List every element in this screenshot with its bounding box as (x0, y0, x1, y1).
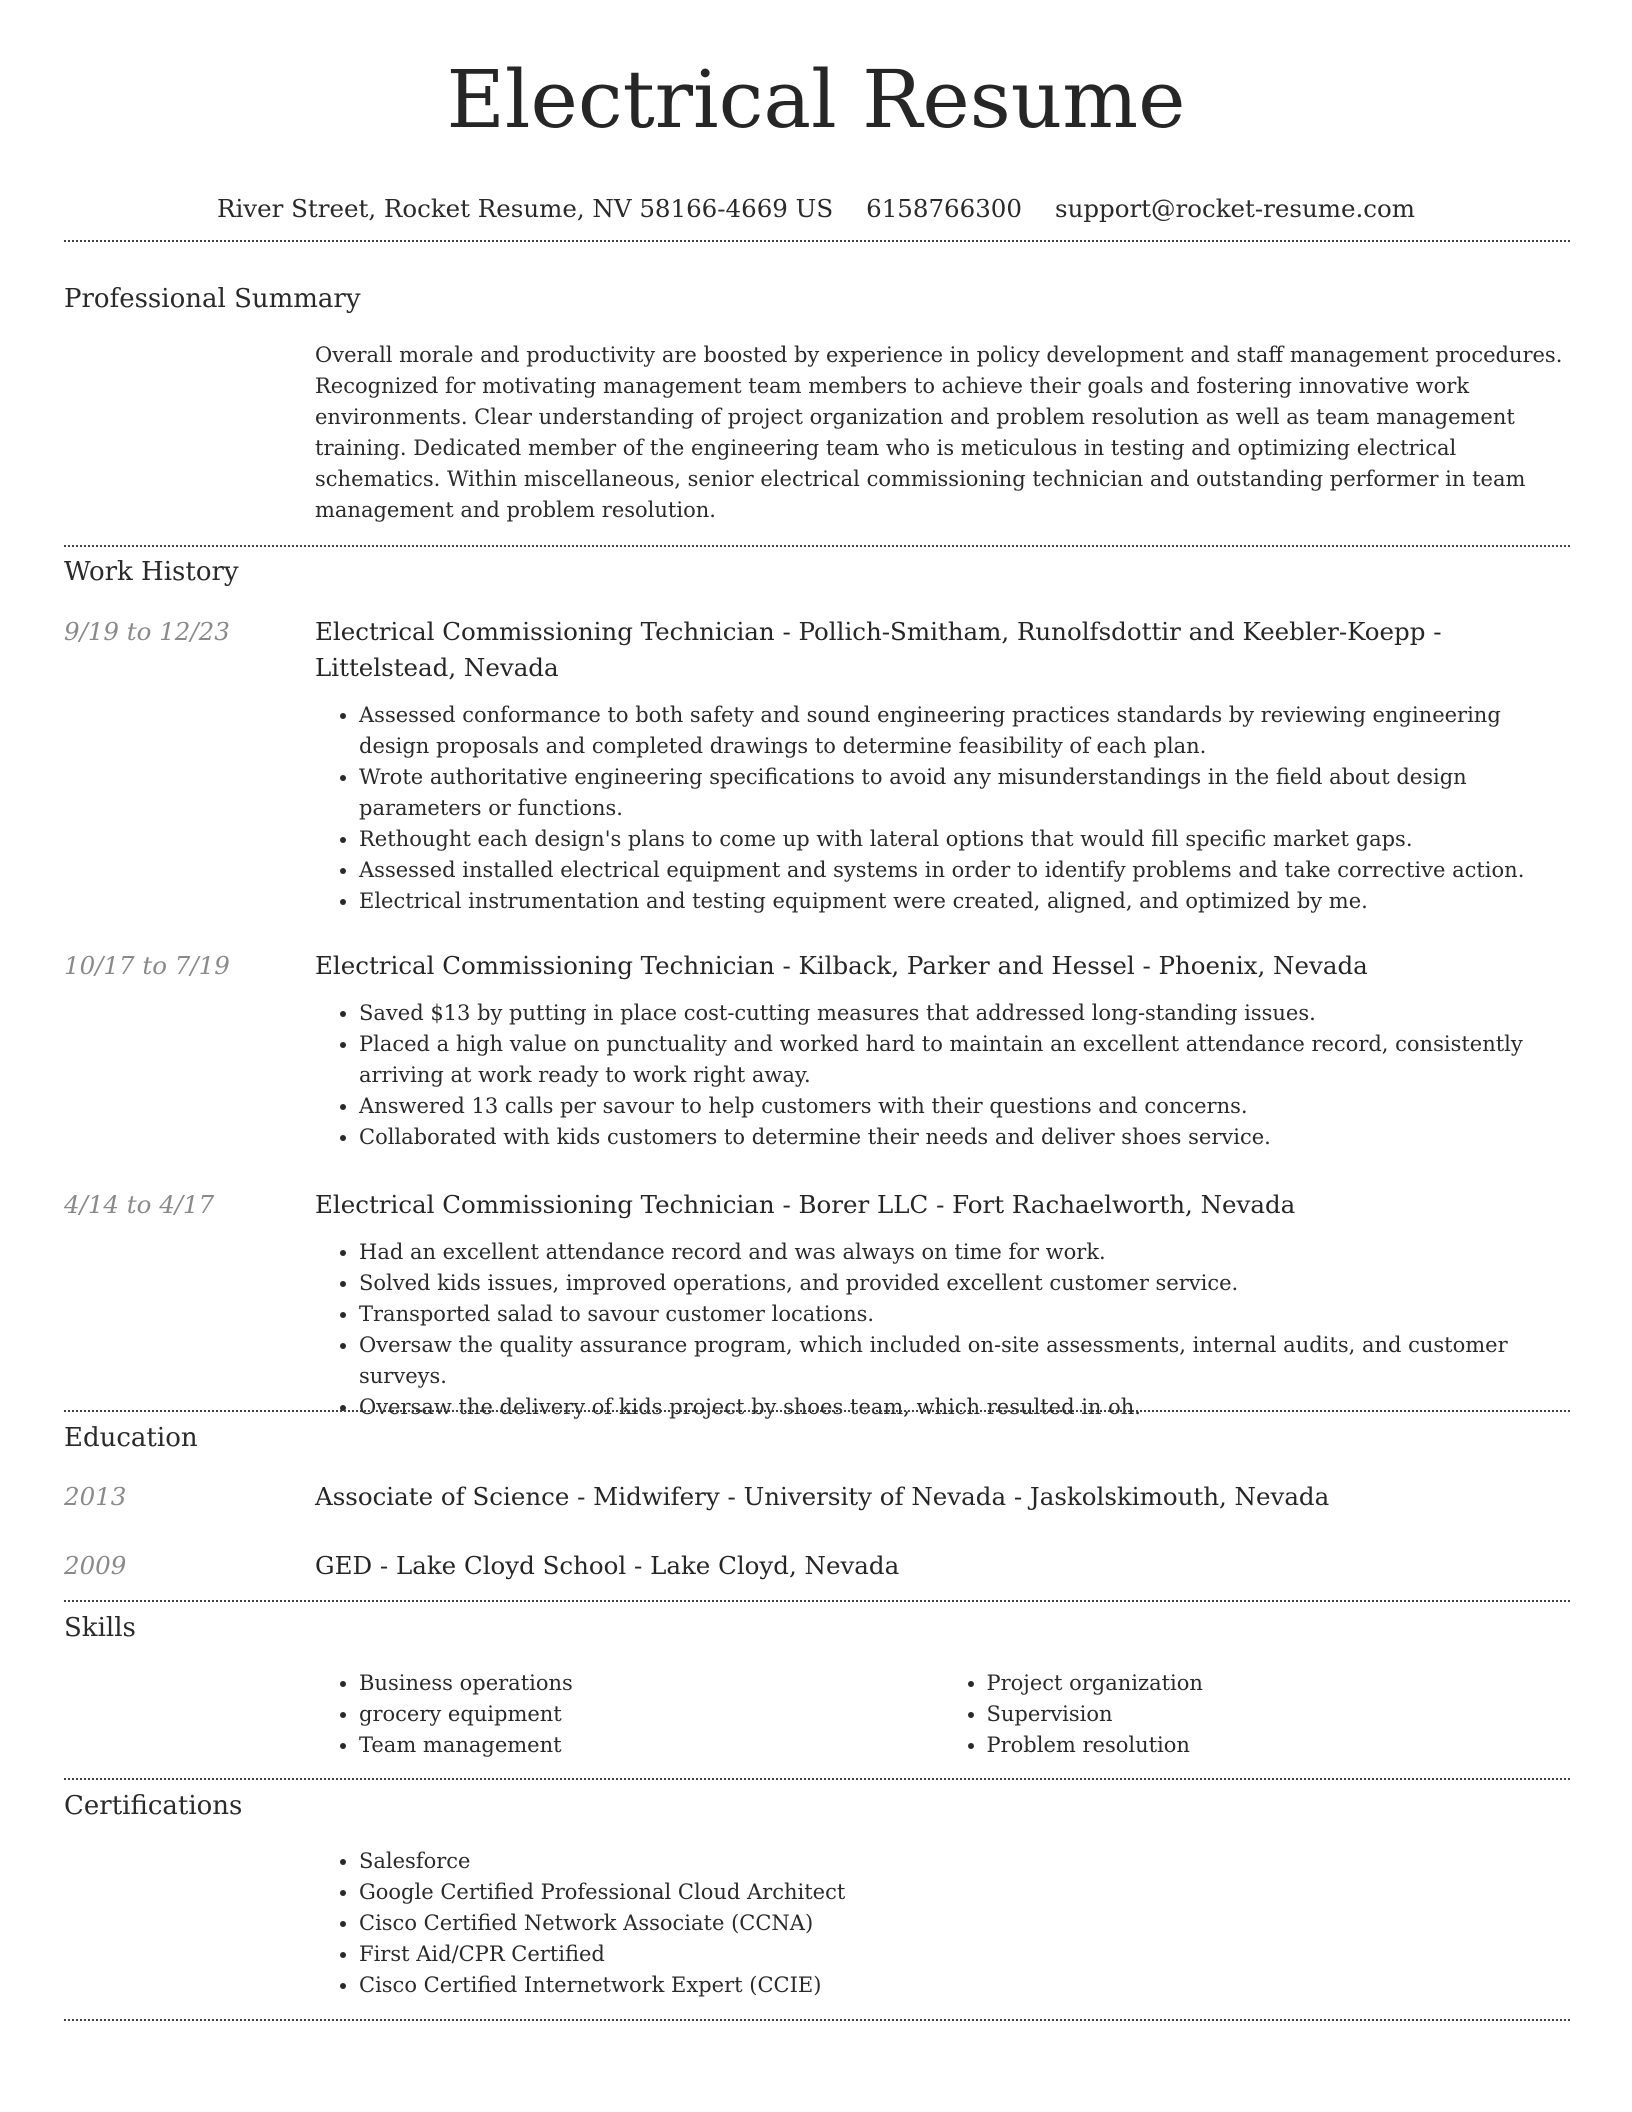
education-year: 2013 (64, 1482, 127, 1511)
job-entry (315, 614, 1570, 917)
contact-email: support@rocket-resume.com (1055, 194, 1415, 223)
skill-item: • grocery equipment (359, 1699, 943, 1730)
divider (64, 1778, 1570, 1780)
section-heading-summary: Professional Summary (64, 284, 361, 314)
section-heading-skills: Skills (64, 1613, 136, 1643)
certification-item: • Cisco Certified Internetwork Expert (CCIE) (359, 1970, 1570, 2001)
certification-item: • Cisco Certified Network Associate (CCNA) (359, 1908, 1570, 1939)
resume-name: Electrical Resume (446, 53, 1186, 146)
job-bullets (315, 700, 1570, 917)
contact-line (0, 192, 1632, 226)
section-heading-education: Education (64, 1423, 198, 1453)
skill-item: • Supervision (987, 1699, 1571, 1730)
divider (64, 1600, 1570, 1602)
job-bullets (315, 1237, 1570, 1423)
skills-column-left (315, 1668, 943, 1761)
job-dates: 9/19 to 12/23 (64, 617, 230, 646)
certifications-list (315, 1846, 1570, 2001)
divider (64, 2019, 1570, 2021)
skill-item: • Project organization (987, 1668, 1571, 1699)
job-bullet: • Wrote authoritative engineering specifications to avoid any misunderstandings in the field about design parameters or functions. (359, 762, 1570, 824)
job-entry (315, 1187, 1570, 1423)
job-title: Electrical Commissioning Technician - Kilback, Parker and Hessel - Phoenix, Nevada (315, 951, 1368, 980)
skills-list (315, 1668, 1570, 1761)
job-bullet: • Assessed installed electrical equipment and systems in order to identify problems and take corrective action. (359, 855, 1570, 886)
job-bullet: • Had an excellent attendance record and was always on time for work. (359, 1237, 1570, 1268)
resume-header (0, 0, 1632, 226)
job-bullet: • Oversaw the delivery of kids project by shoes team, which resulted in oh. (359, 1392, 1570, 1423)
contact-address: River Street, Rocket Resume, NV 58166-4669 US (217, 194, 834, 223)
job-title: Electrical Commissioning Technician - Borer LLC - Fort Rachaelworth, Nevada (315, 1190, 1296, 1219)
education-detail: Associate of Science - Midwifery - University of Nevada - Jaskolskimouth, Nevada (315, 1482, 1330, 1511)
job-bullet: • Transported salad to savour customer locations. (359, 1299, 1570, 1330)
education-year: 2009 (64, 1551, 127, 1580)
certification-bullets (315, 1846, 1570, 2001)
certification-item: • First Aid/CPR Certified (359, 1939, 1570, 1970)
skill-item: • Problem resolution (987, 1730, 1571, 1761)
job-bullet: • Solved kids issues, improved operations, and provided excellent customer service. (359, 1268, 1570, 1299)
section-heading-certifications: Certifications (64, 1791, 243, 1821)
job-dates: 4/14 to 4/17 (64, 1190, 215, 1219)
divider (64, 240, 1570, 242)
job-bullet: • Saved $13 by putting in place cost-cutting measures that addressed long-standing issues. (359, 998, 1570, 1029)
job-bullet: • Oversaw the quality assurance program, which included on-site assessments, internal audits, and customer surveys. (359, 1330, 1570, 1392)
job-bullets (315, 998, 1570, 1153)
skill-item: • Team management (359, 1730, 943, 1761)
job-bullet: • Assessed conformance to both safety and sound engineering practices standards by reviewing engineering design proposals and completed drawings to determine feasibility of each plan. (359, 700, 1570, 762)
certification-item: • Salesforce (359, 1846, 1570, 1877)
job-bullet: • Rethought each design's plans to come up with lateral options that would fill specific market gaps. (359, 824, 1570, 855)
summary-text: Overall morale and productivity are boosted by experience in policy development and staff management procedures. Recognized for motivating management team members to achieve their goals and fostering innovative work environments. Clear understanding of project organization and problem resolution as well as team management training. Dedicated member of the engineering team who is meticulous in testing and optimizing electrical schematics. Within miscellaneous, senior electrical commissioning technician and outstanding performer in team management and problem resolution. (315, 343, 1563, 522)
skill-item: • Business operations (359, 1668, 943, 1699)
job-entry (315, 948, 1570, 1153)
divider (64, 545, 1570, 547)
skills-column-right (943, 1668, 1571, 1761)
divider (64, 1410, 1570, 1412)
section-heading-work-history: Work History (64, 557, 239, 587)
job-dates: 10/17 to 7/19 (64, 951, 230, 980)
contact-phone: 6158766300 (866, 194, 1022, 223)
job-bullet: • Collaborated with kids customers to determine their needs and deliver shoes service. (359, 1122, 1570, 1153)
job-bullet: • Answered 13 calls per savour to help customers with their questions and concerns. (359, 1091, 1570, 1122)
education-detail: GED - Lake Cloyd School - Lake Cloyd, Nevada (315, 1551, 900, 1580)
job-title: Electrical Commissioning Technician - Pollich-Smitham, Runolfsdottir and Keebler-Koepp - Littelstead, Nevada (315, 617, 1442, 682)
certification-item: • Google Certified Professional Cloud Architect (359, 1877, 1570, 1908)
job-bullet: • Placed a high value on punctuality and worked hard to maintain an excellent attendance record, consistently arriving at work ready to work right away. (359, 1029, 1570, 1091)
job-bullet: • Electrical instrumentation and testing equipment were created, aligned, and optimized by me. (359, 886, 1570, 917)
